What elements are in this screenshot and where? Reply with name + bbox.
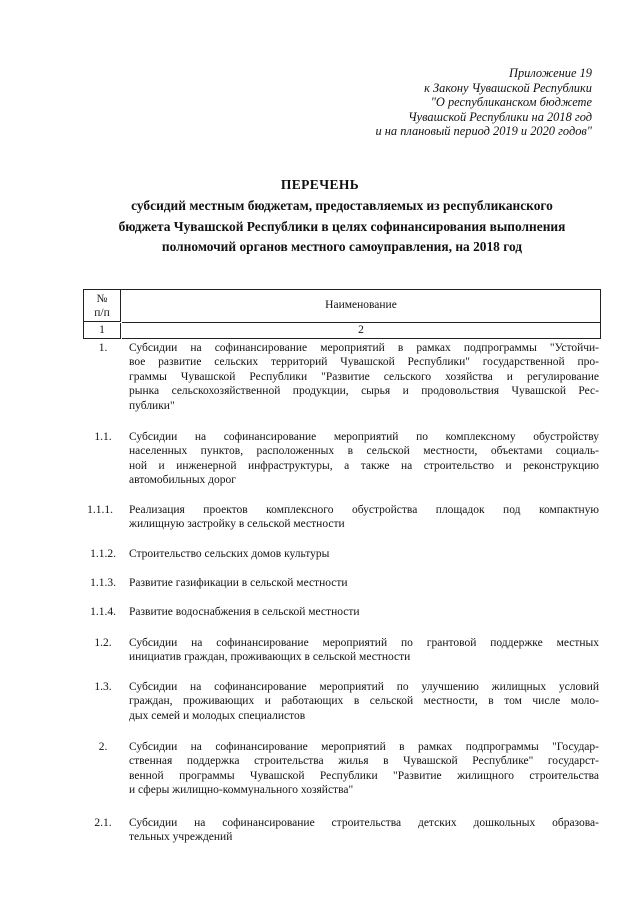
- subtitle-line: полномочий органов местного самоуправления, на 2018 год: [161, 239, 523, 254]
- row-line: ственная поддержка строительства жилья в Чувашской Республике" государст-: [129, 755, 599, 768]
- appendix-line: к Закону Чувашской Республики: [424, 80, 592, 95]
- appendix-line: Приложение 19: [509, 66, 592, 80]
- row-text: [129, 636, 599, 665]
- row-line: вое развитие сельских территорий Чувашской Республики" государственной про-: [129, 356, 599, 369]
- row-number: 2.: [98, 741, 108, 753]
- row-line: Строительство сельских домов культуры: [129, 548, 330, 560]
- document-title: ПЕРЕЧЕНЬ: [280, 177, 360, 192]
- header-number-cell: [84, 290, 121, 322]
- table-header: [83, 289, 601, 339]
- row-number: 1.: [98, 342, 108, 354]
- table-row: [83, 740, 599, 816]
- header-col-index-2: 2: [122, 323, 600, 339]
- row-line: Субсидии на софинансирование мероприятий в рамках подпрограммы "Государ-: [129, 741, 599, 753]
- row-line: Субсидии на софинансирование мероприятий по улучшению жилищных условий: [129, 681, 599, 693]
- row-number: 1.1.4.: [90, 606, 116, 618]
- row-line: граммы Чувашской Республики "Развитие сельского хозяйства и регулирование: [129, 370, 599, 383]
- table-row: [83, 680, 599, 740]
- row-line: Развитие водоснабжения в сельской местности: [129, 606, 360, 618]
- row-line: ной и инженерной инфраструктуры, а также на строительство и реконструкцию: [129, 459, 599, 472]
- row-line: населенных пунктов, расположенных в сельской местности, объектами социаль-: [129, 445, 599, 458]
- row-text: [129, 547, 599, 561]
- row-line: инициатив граждан, проживающих в сельской местности: [129, 651, 411, 664]
- row-number: 1.2.: [94, 637, 112, 649]
- row-number: 1.3.: [94, 681, 112, 693]
- row-line: Субсидии на софинансирование мероприятий по комплексному обустройству: [129, 431, 599, 443]
- row-line: и сферы жилищно-коммунального хозяйства": [129, 784, 354, 797]
- row-number: 1.1.1.: [87, 504, 113, 516]
- row-number: 1.1.3.: [90, 577, 116, 589]
- row-text: [129, 576, 599, 590]
- row-line: автомобильных дорог: [129, 474, 236, 487]
- row-text: [129, 605, 599, 619]
- subtitle-line: бюджета Чувашской Республики в целях софинансирования выполнения: [118, 218, 566, 234]
- row-line: венной программы Чувашской Республики "Развитие жилищного строительства: [129, 769, 599, 782]
- appendix-line: Чувашской Республики на 2018 год: [408, 109, 592, 124]
- table-body: [83, 341, 599, 848]
- table-row: [83, 816, 599, 848]
- header-col-index-1: 1: [84, 323, 121, 339]
- header-number-label: №: [96, 293, 108, 305]
- table-row: [83, 503, 599, 547]
- header-number-sublabel: п/п: [94, 307, 110, 319]
- row-text: [129, 816, 599, 845]
- row-line: Реализация проектов комплексного обустройства площадок под компактную: [129, 504, 599, 516]
- row-number: 1.1.: [94, 431, 112, 443]
- header-name-cell: Наименование: [122, 290, 600, 323]
- row-text: [129, 341, 599, 413]
- row-number: 1.1.2.: [90, 548, 116, 560]
- row-line: рынка сельскохозяйственной продукции, сырья и продовольствия Чувашской Рес-: [129, 385, 599, 398]
- row-line: Развитие газификации в сельской местности: [129, 577, 348, 589]
- table-row: [83, 576, 599, 605]
- appendix-line: и на плановый период 2019 и 2020 годов": [375, 124, 592, 139]
- row-line: публики": [129, 399, 175, 412]
- appendix-note: [330, 66, 592, 139]
- row-number: 2.1.: [94, 817, 112, 829]
- row-line: граждан, проживающих и работающих в сельской местности, в том числе моло-: [129, 695, 599, 708]
- row-line: Субсидии на софинансирование строительства детских дошкольных образова-: [129, 817, 599, 829]
- row-text: [129, 430, 599, 488]
- row-line: дых семей и молодых специалистов: [129, 709, 306, 722]
- document-subtitle: [82, 196, 602, 258]
- table-row: [83, 636, 599, 680]
- row-line: жилищную застройку в сельской местности: [129, 518, 345, 531]
- subtitle-line: субсидий местным бюджетам, предоставляемых из республиканского: [131, 198, 553, 213]
- table-row: [83, 430, 599, 503]
- row-text: [129, 503, 599, 532]
- row-line: Субсидии на софинансирование мероприятий в рамках подпрограммы "Устойчи-: [129, 342, 599, 354]
- table-row: [83, 341, 599, 430]
- table-row: [83, 547, 599, 576]
- row-text: [129, 680, 599, 723]
- table-row: [83, 605, 599, 636]
- row-text: [129, 740, 599, 798]
- row-line: Субсидии на софинансирование мероприятий по грантовой поддержке местных: [129, 637, 599, 649]
- row-line: тельных учреждений: [129, 831, 233, 844]
- appendix-line: "О республиканском бюджете: [430, 95, 592, 110]
